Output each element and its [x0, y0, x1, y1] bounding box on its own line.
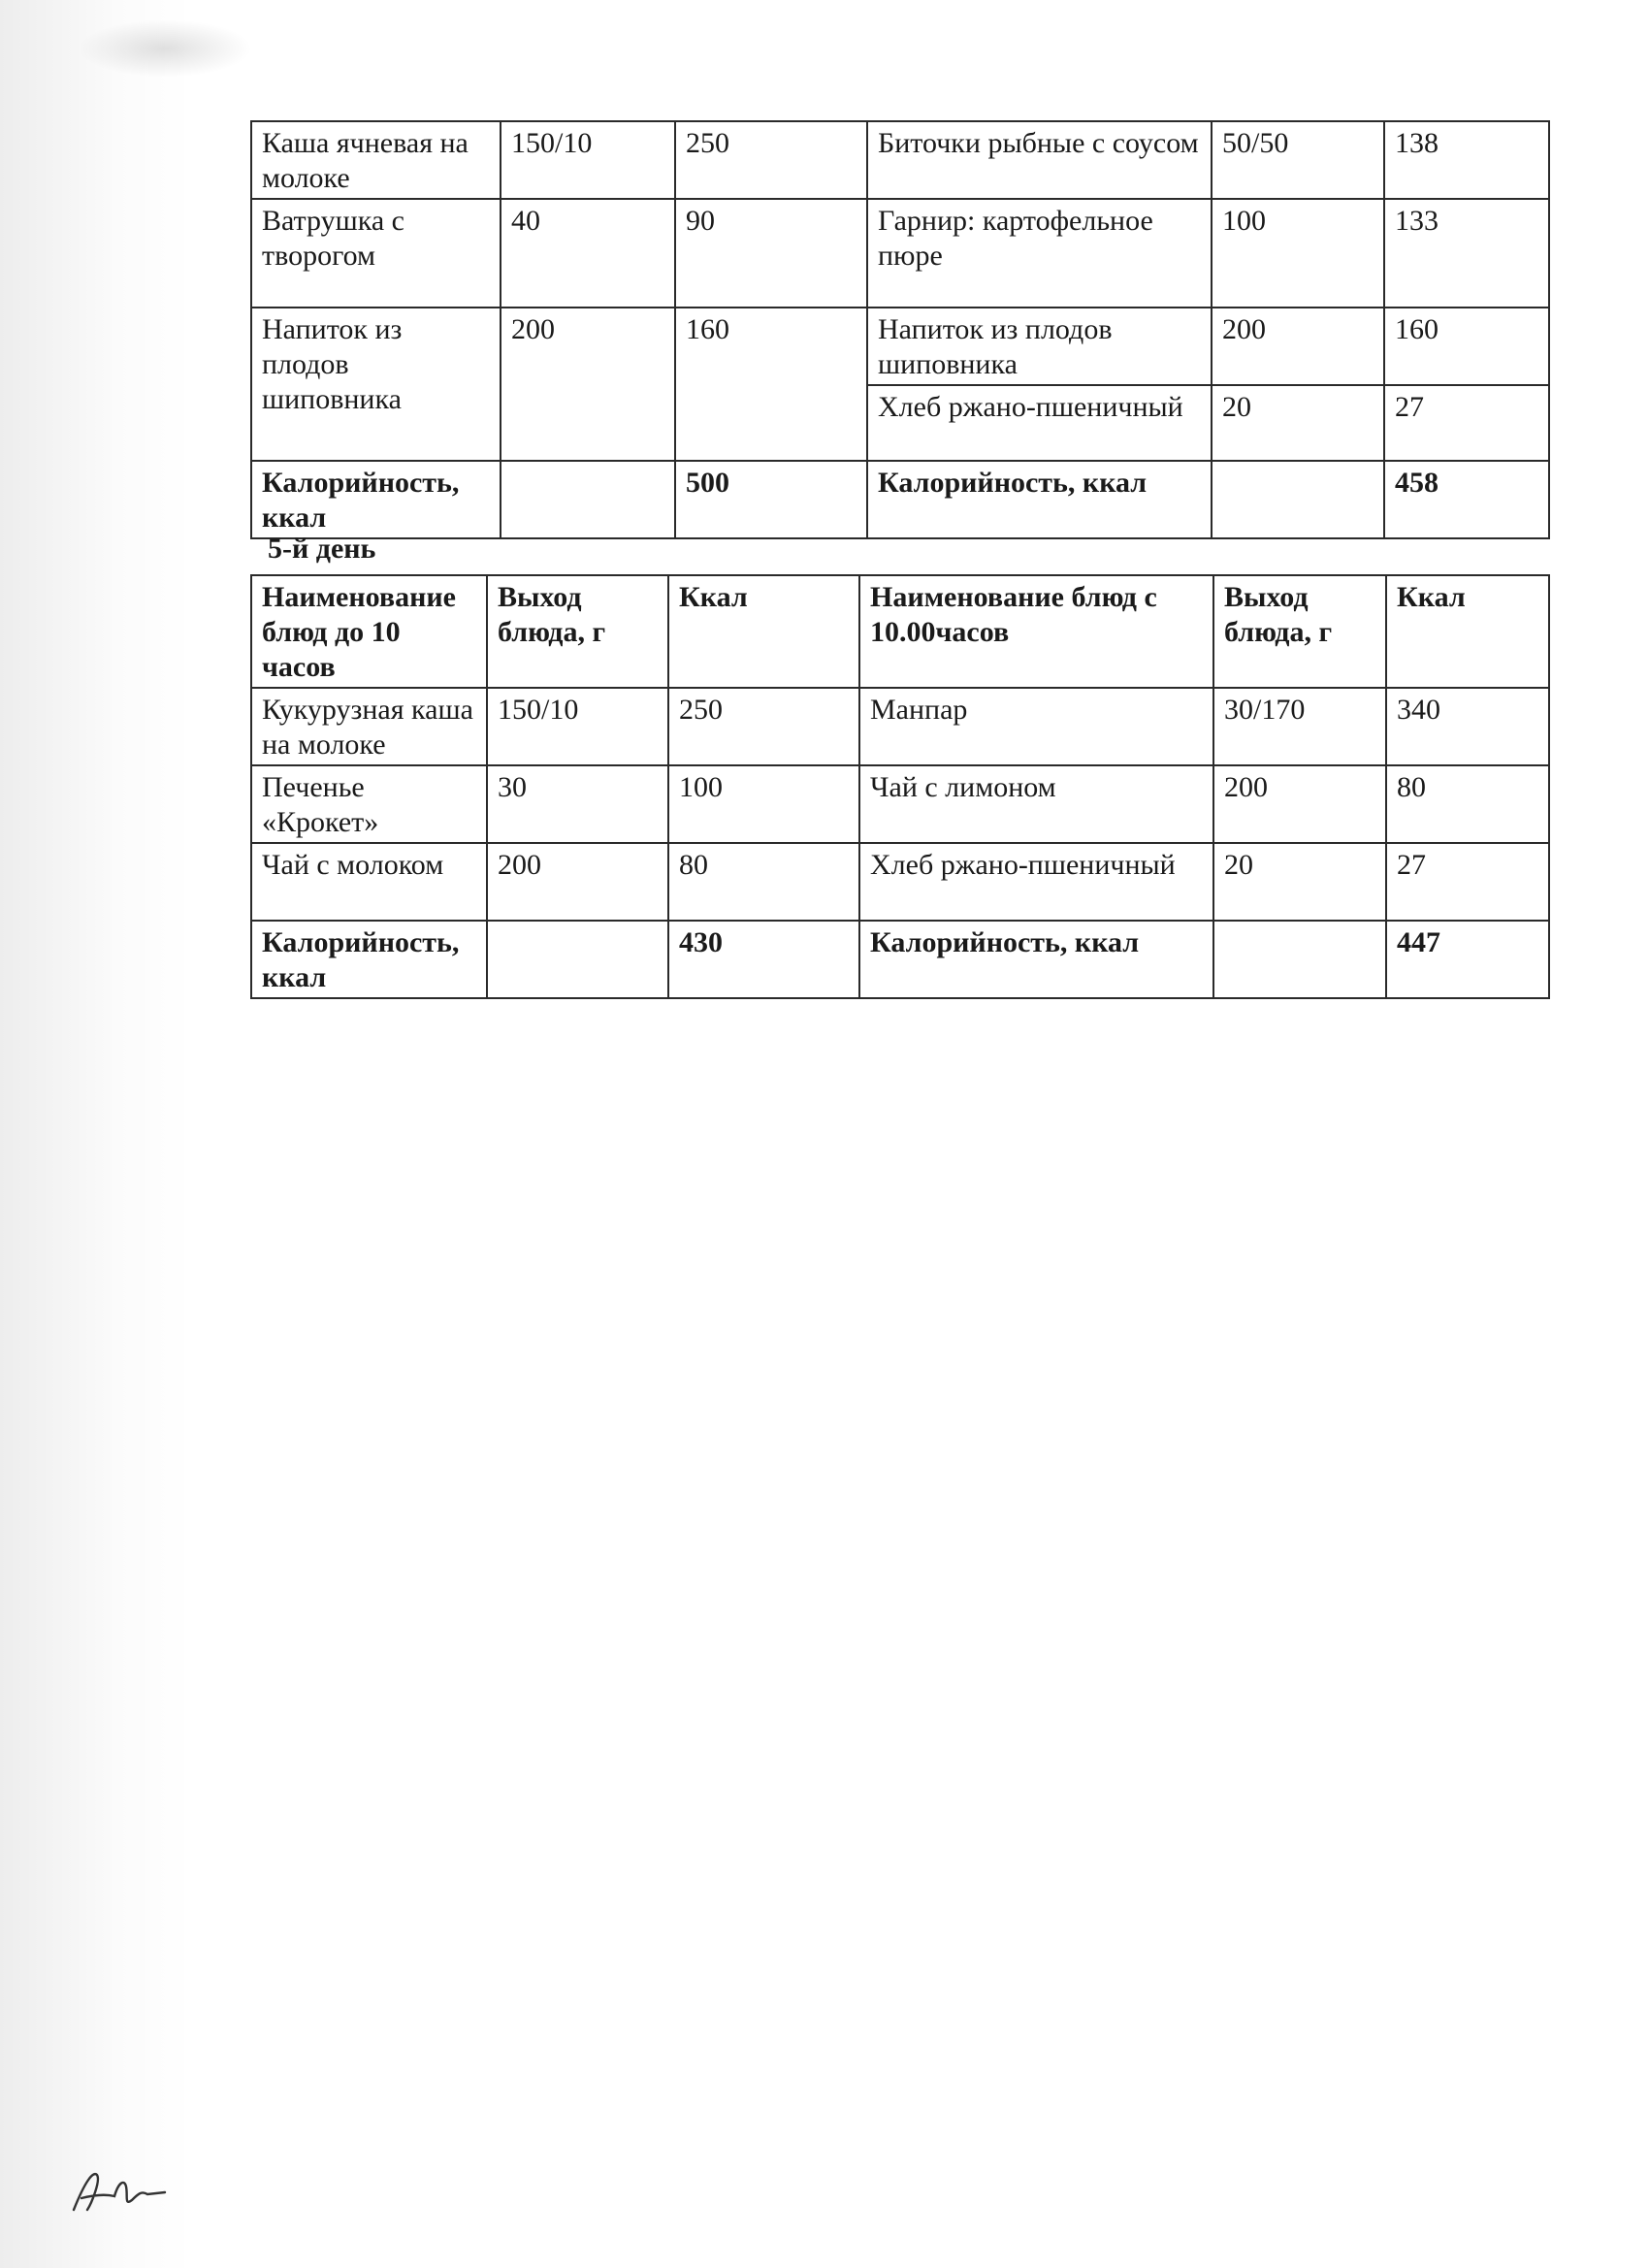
dish-yield-morning: 200 [501, 308, 675, 461]
total-yield-day [1213, 921, 1386, 998]
dish-yield-day: 200 [1212, 308, 1384, 385]
dish-yield-day: 20 [1213, 843, 1386, 921]
dish-name-day: Чай с лимоном [859, 765, 1213, 843]
table-row [251, 121, 1549, 199]
dish-kcal-day: 138 [1384, 121, 1549, 199]
dish-kcal-day: 80 [1386, 765, 1549, 843]
dish-name-day: Хлеб ржано-пшеничный [859, 843, 1213, 921]
header-dish-day: Наименование блюд с 10.00часов [859, 575, 1213, 688]
dish-name-day: Хлеб ржано-пшеничный [867, 385, 1212, 461]
header-kcal-morning: Ккал [668, 575, 859, 688]
scan-smudge [78, 19, 252, 78]
header-dish-morning: Наименование блюд до 10 часов [251, 575, 487, 688]
table-row [251, 843, 1549, 921]
dish-kcal-morning: 160 [675, 308, 867, 461]
menu-table-day5 [250, 574, 1550, 999]
dish-kcal-day: 133 [1384, 199, 1549, 308]
dish-kcal-morning: 90 [675, 199, 867, 308]
header-yield-morning: Выход блюда, г [487, 575, 668, 688]
table-row [251, 688, 1549, 765]
scan-shadow [0, 0, 194, 2268]
header-yield-day: Выход блюда, г [1213, 575, 1386, 688]
dish-kcal-day: 160 [1384, 308, 1549, 385]
header-kcal-day: Ккал [1386, 575, 1549, 688]
dish-yield-morning: 200 [487, 843, 668, 921]
dish-yield-morning: 150/10 [501, 121, 675, 199]
dish-yield-morning: 40 [501, 199, 675, 308]
dish-yield-day: 100 [1212, 199, 1384, 308]
day-heading: 5-й день [268, 533, 376, 565]
dish-yield-day: 200 [1213, 765, 1386, 843]
table-header-row [251, 575, 1549, 688]
dish-yield-morning: 30 [487, 765, 668, 843]
total-yield-day [1212, 461, 1384, 538]
dish-name-morning: Ватрушка с творогом [251, 199, 501, 308]
total-kcal-morning: 500 [675, 461, 867, 538]
signature-icon [68, 2161, 175, 2219]
table-total-row [251, 461, 1549, 538]
dish-kcal-morning: 250 [668, 688, 859, 765]
total-label-morning: Калорийность, ккал [251, 461, 501, 538]
dish-kcal-day: 27 [1384, 385, 1549, 461]
total-kcal-day: 458 [1384, 461, 1549, 538]
dish-name-morning: Печенье «Крокет» [251, 765, 487, 843]
dish-name-morning: Кукурузная каша на молоке [251, 688, 487, 765]
dish-name-morning: Чай с молоком [251, 843, 487, 921]
total-yield-morning [487, 921, 668, 998]
total-label-morning: Калорийность, ккал [251, 921, 487, 998]
dish-yield-morning: 150/10 [487, 688, 668, 765]
dish-yield-day: 50/50 [1212, 121, 1384, 199]
dish-kcal-morning: 100 [668, 765, 859, 843]
table-total-row [251, 921, 1549, 998]
dish-name-day: Биточки рыбные с соусом [867, 121, 1212, 199]
dish-kcal-morning: 250 [675, 121, 867, 199]
table-row [251, 765, 1549, 843]
dish-name-morning: Напиток из плодов шиповника [251, 308, 501, 461]
total-label-day: Калорийность, ккал [859, 921, 1213, 998]
total-label-day: Калорийность, ккал [867, 461, 1212, 538]
dish-yield-day: 30/170 [1213, 688, 1386, 765]
table-row [251, 308, 1549, 385]
total-yield-morning [501, 461, 675, 538]
dish-kcal-morning: 80 [668, 843, 859, 921]
dish-name-day: Напиток из плодов шиповника [867, 308, 1212, 385]
total-kcal-morning: 430 [668, 921, 859, 998]
menu-table-day4 [250, 120, 1550, 539]
dish-name-day: Гарнир: картофельное пюре [867, 199, 1212, 308]
dish-kcal-day: 27 [1386, 843, 1549, 921]
dish-kcal-day: 340 [1386, 688, 1549, 765]
dish-name-day: Манпар [859, 688, 1213, 765]
dish-yield-day: 20 [1212, 385, 1384, 461]
dish-name-morning: Каша ячневая на молоке [251, 121, 501, 199]
table-row [251, 199, 1549, 308]
total-kcal-day: 447 [1386, 921, 1549, 998]
